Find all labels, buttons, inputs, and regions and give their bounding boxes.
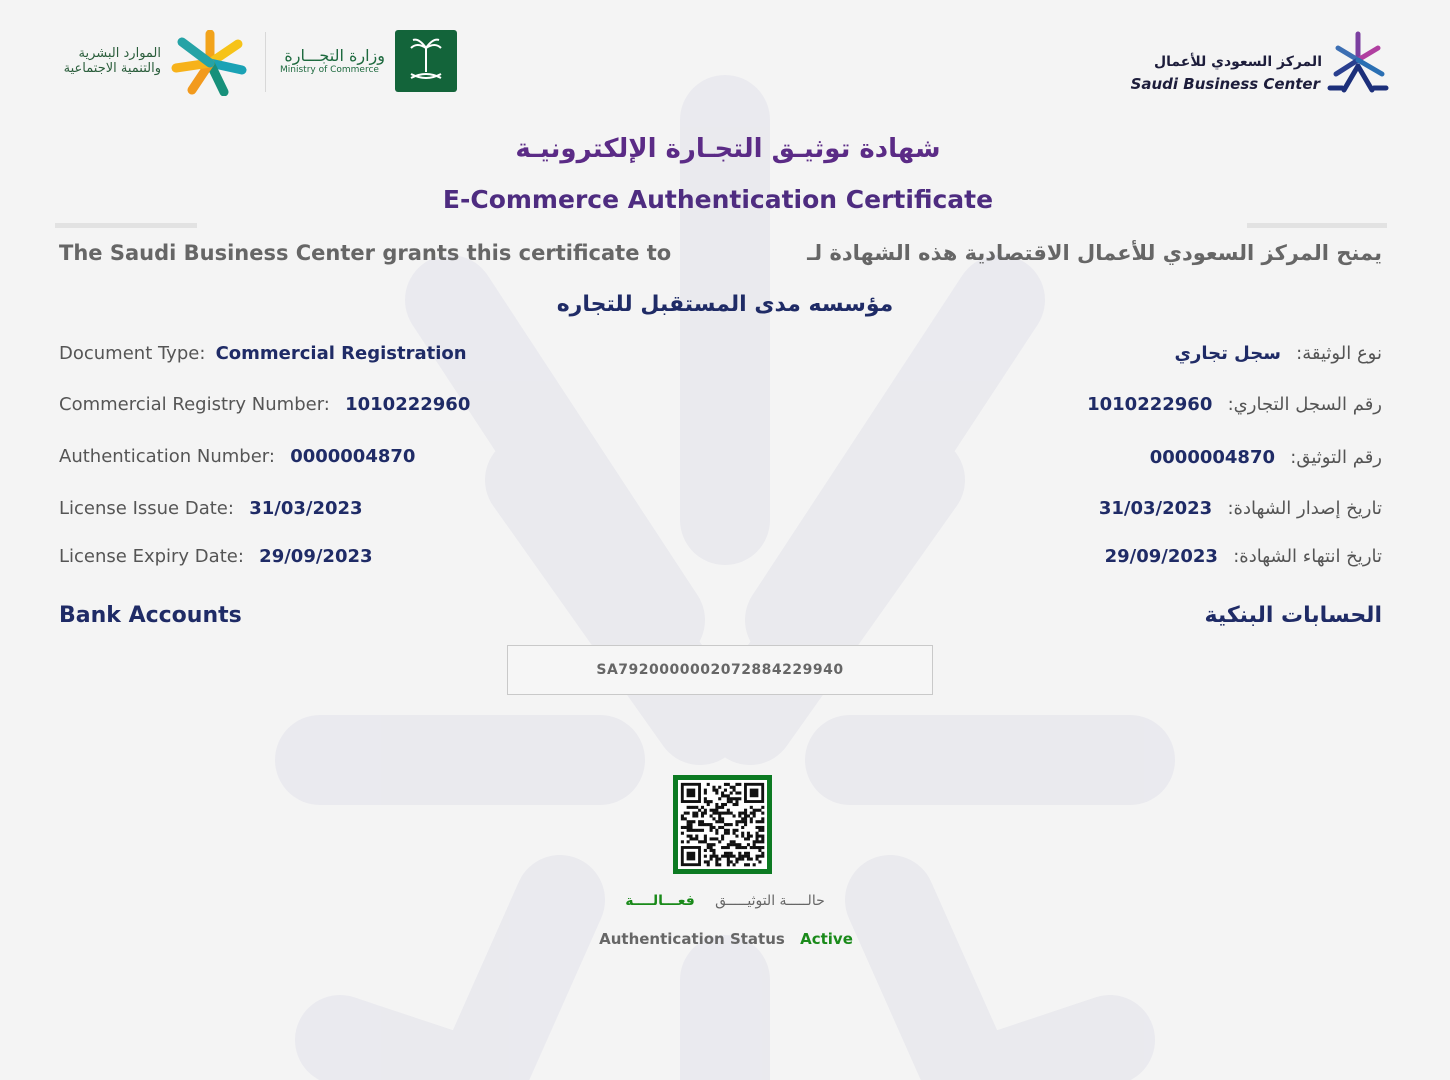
field-label: Authentication Number:	[59, 446, 275, 467]
field-authentication-number-en	[59, 446, 415, 467]
status-label-en: Authentication Status	[599, 930, 785, 948]
field-issue-date-ar	[1099, 498, 1382, 519]
field-expiry-date-ar	[1105, 546, 1382, 567]
field-value: 31/03/2023	[1098, 498, 1213, 519]
status-value-en: Active	[800, 930, 853, 948]
field-label: Commercial Registry Number:	[59, 394, 330, 415]
field-value: 0000004870	[290, 446, 416, 467]
qr-code-pattern	[678, 780, 767, 869]
hrsd-logo	[46, 30, 251, 96]
grant-text-ar: يمنح المركز السعودي للأعمال الاقتصادية هذه الشهادة لـ	[807, 241, 1382, 265]
field-label: Document Type:	[59, 343, 206, 364]
bank-accounts-heading-ar: الحسابات البنكية	[1204, 603, 1382, 628]
field-document-type-ar	[1175, 343, 1382, 364]
field-value: 1010222960	[1087, 394, 1213, 415]
field-label: رقم التوثيق:	[1290, 447, 1382, 468]
moc-logo-text	[280, 46, 385, 75]
field-registry-number-ar	[1087, 394, 1382, 415]
divider-left	[55, 223, 197, 228]
sbc-name-ar: المركز السعودي للأعمال	[1154, 54, 1322, 70]
field-expiry-date-en	[59, 546, 373, 567]
certificate-title-en: E-Commerce Authentication Certificate	[442, 185, 994, 214]
status-value-ar: فعـــالــــة	[625, 893, 695, 909]
sbc-star-logo-icon	[1326, 30, 1390, 94]
star-burst-logo-icon	[170, 30, 250, 96]
field-value: 0000004870	[1149, 447, 1275, 468]
authentication-status-ar	[0, 890, 1450, 909]
field-issue-date-en	[59, 498, 363, 519]
field-value: 29/09/2023	[259, 546, 373, 567]
field-value: 1010222960	[345, 394, 471, 415]
field-value: سجل تجاري	[1174, 343, 1281, 364]
moc-name-ar: وزارة التجـــارة	[284, 46, 385, 65]
company-name: مؤسسه مدى المستقبل للتجاره	[556, 292, 894, 317]
field-value: Commercial Registration	[215, 343, 467, 364]
sbc-logo	[1130, 30, 1390, 94]
field-label: تاريخ انتهاء الشهادة:	[1233, 546, 1382, 567]
authentication-status-en	[0, 929, 1450, 948]
status-label-ar: حالـــــة التوثيـــــق	[715, 893, 825, 909]
field-registry-number-en	[59, 394, 470, 415]
field-label: نوع الوثيقة:	[1296, 343, 1382, 364]
divider-right	[1247, 223, 1387, 228]
certificate-title-ar: شهادة توثيـق التجـارة الإلكترونيـة	[515, 134, 941, 164]
field-label: License Expiry Date:	[59, 546, 244, 567]
field-value: 29/09/2023	[1104, 546, 1218, 567]
hrsd-name-line2: والتنمية الاجتماعية	[63, 61, 161, 76]
bank-accounts-heading-en: Bank Accounts	[59, 603, 242, 628]
qr-code-icon[interactable]	[673, 775, 772, 874]
palm-swords-emblem-icon	[395, 30, 457, 92]
grant-text-en: The Saudi Business Center grants this certificate to	[59, 241, 672, 265]
iban-field	[507, 645, 933, 695]
field-authentication-number-ar	[1150, 447, 1382, 468]
field-label: License Issue Date:	[59, 498, 234, 519]
sbc-name-en: Saudi Business Center	[1130, 75, 1320, 93]
iban-value: SA7920000002072884229940	[596, 662, 844, 678]
field-label: رقم السجل التجاري:	[1227, 394, 1382, 415]
moc-name-en: Ministry of Commerce	[280, 65, 379, 75]
field-label: تاريخ إصدار الشهادة:	[1227, 498, 1382, 519]
header-separator	[265, 32, 266, 92]
hrsd-name-line1: الموارد البشرية	[78, 46, 161, 61]
field-value: 31/03/2023	[249, 498, 363, 519]
field-document-type-en	[59, 343, 467, 364]
